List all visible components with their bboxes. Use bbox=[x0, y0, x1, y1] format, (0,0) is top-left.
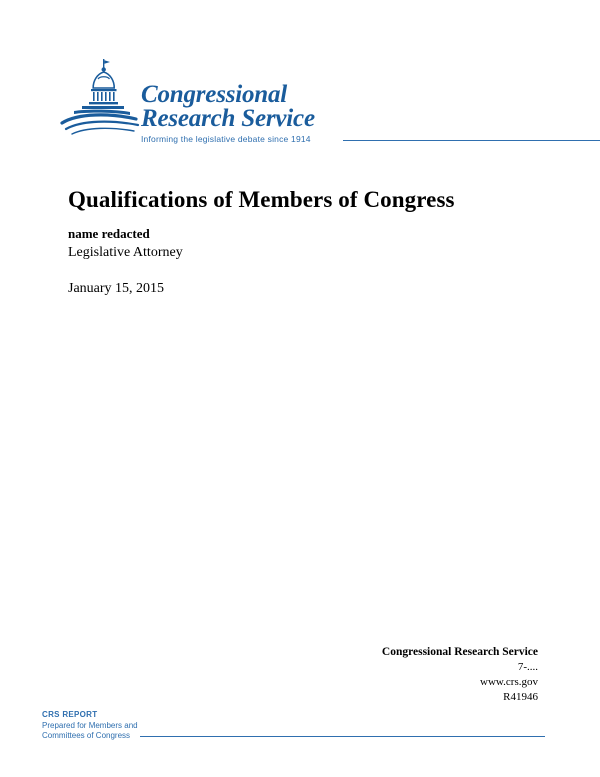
author-role: Legislative Attorney bbox=[68, 245, 183, 260]
masthead bbox=[55, 55, 545, 145]
crs-wordmark bbox=[141, 83, 441, 131]
crs-capitol-dome-logo-icon bbox=[60, 57, 140, 135]
footer-report-label: CRS REPORT bbox=[42, 710, 98, 719]
wordmark-line-research-service: Research Service bbox=[141, 105, 315, 132]
footer-website: www.crs.gov bbox=[480, 676, 538, 688]
wordmark-line-congressional: Congressional bbox=[141, 81, 288, 108]
footer-prepared-line-2: Committees of Congress bbox=[42, 731, 131, 740]
document-date: January 15, 2015 bbox=[68, 281, 165, 296]
footer-organization: Congressional Research Service bbox=[381, 646, 538, 658]
page-title: Qualifications of Members of Congress bbox=[68, 187, 455, 213]
footer-identifiers bbox=[298, 645, 538, 705]
author-name: name redacted bbox=[68, 226, 150, 241]
footer-prepared-line-1: Prepared for Members and bbox=[42, 721, 138, 730]
footer-phone: 7-.... bbox=[517, 661, 538, 673]
footer-divider bbox=[140, 736, 545, 737]
masthead-tagline: Informing the legislative debate since 1914 bbox=[141, 134, 311, 144]
masthead-divider bbox=[343, 140, 600, 141]
footer-report-number: R41946 bbox=[503, 691, 538, 703]
